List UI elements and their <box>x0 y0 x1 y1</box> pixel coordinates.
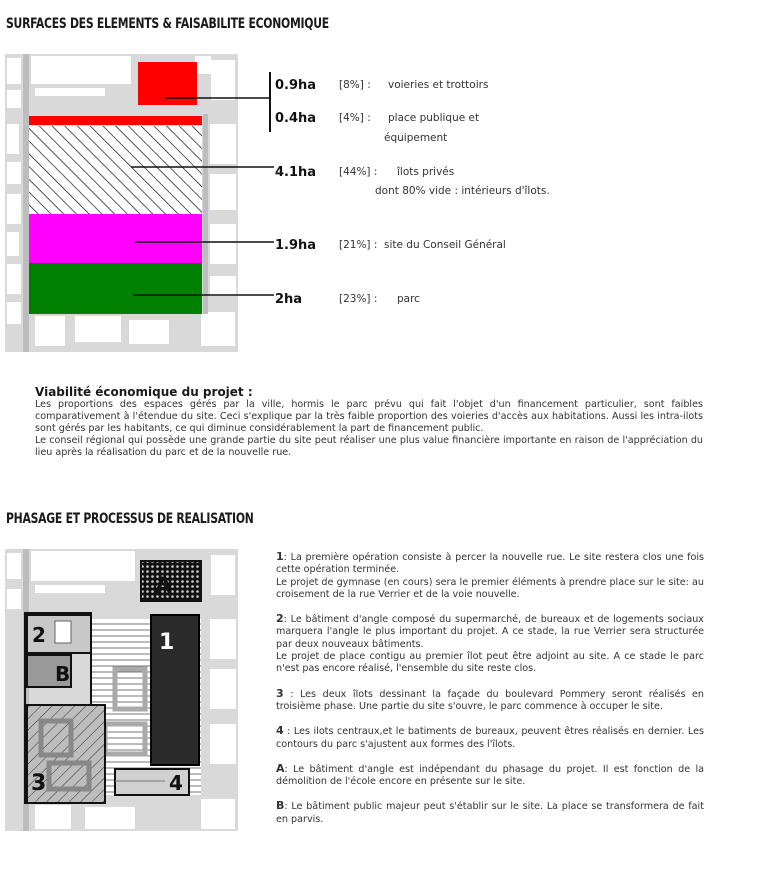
phase-step-text-2: Le projet de gymnase (en cours) sera le premier éléments à prendre place sur le site: au croisement de la rue Verrier et de la voie nouvelle. <box>276 576 704 600</box>
viability-heading: Viabilité économique du projet : <box>35 385 253 399</box>
area-desc-roads: voieries et trottoirs <box>388 79 489 91</box>
leader-lines <box>238 60 278 310</box>
phase-step-key: 2 <box>276 612 284 626</box>
viability-paragraph-2: Le conseil régional qui possède une grande partie du site peut réaliser une plus value financière importante en raison de l'appréciation du lieu après la réalisation du parc et de la nouvelle rue. <box>35 435 703 458</box>
area-desc-public-place: place publique et <box>388 112 480 124</box>
area-value-public-place: 0.4ha <box>275 111 317 126</box>
phasing-map <box>5 549 238 831</box>
phase-step-2 <box>276 613 704 675</box>
phase-step-key: 1 <box>276 550 284 563</box>
section-title-phasage: PHASAGE ET PROCESSUS DE REALISATION <box>6 511 254 527</box>
area-desc-private-blocks: îlots privés <box>397 166 455 178</box>
area-percent-private-blocks: [44%] : <box>339 166 378 178</box>
phase-step-key: 4 <box>276 724 284 738</box>
site-surfaces-map <box>5 54 238 352</box>
area-desc-conseil-general: site du Conseil Général <box>384 239 506 251</box>
phase-step-A <box>276 763 704 789</box>
phase-step-text: : La première opération consiste à percer la nouvelle rue. Le site restera clos une fois cette opération terminée. <box>276 552 704 576</box>
phase-step-4 <box>276 725 704 751</box>
area-value-conseil-general: 1.9ha <box>275 238 317 253</box>
area-value-park: 2ha <box>275 292 303 307</box>
phase-step-text: : Les ilots centraux,et le batiments de bureaux, peuvent êtres réalisés en dernier. Les contours du parc s'ajustent aux formes des l'îlots. <box>276 726 704 750</box>
phase-step-key: B <box>276 799 285 813</box>
phase-label-4: 4 <box>169 771 183 795</box>
area-percent-public-place: [4%] : <box>339 112 371 124</box>
phase-step-key: A <box>276 761 285 775</box>
area-value-private-blocks: 4.1ha <box>275 165 317 180</box>
phasing-description <box>276 551 704 838</box>
phase-label-3: 3 <box>31 771 47 796</box>
area-percent-roads: [8%] : <box>339 79 371 91</box>
phase-label-1: 1 <box>159 630 175 655</box>
phase-step-text: : Le bâtiment d'angle est indépendant du phasage du projet. Il est fonction de la démolition de l'école encore en présente sur le site. <box>276 763 704 788</box>
phase-step-text: : Le bâtiment public majeur peut s'établir sur le site. La place se transformera de fait en parvis. <box>276 801 704 825</box>
area-value-roads: 0.9ha <box>275 78 317 93</box>
phase-step-3 <box>276 688 704 714</box>
phase-label-2: 2 <box>32 623 46 647</box>
area-percent-park: [23%] : <box>339 293 378 305</box>
phase-step-1 <box>276 551 704 601</box>
area-desc-private-blocks-2: dont 80% vide : intérieurs d'îlots. <box>375 185 550 197</box>
phase-step-text: : Le bâtiment d'angle composé du supermarché, de bureaux et de logements sociaux marquera l'angle le plus important du projet. A ce stade, la rue Verrier sera structurée par deux nouveaux bâtiments. <box>276 614 704 650</box>
viability-section <box>35 385 703 459</box>
area-desc-park: parc <box>397 293 420 305</box>
phase-step-text: : Les deux îlots dessinant la façade du boulevard Pommery seront réalisés en troisième phase. Une partie du site s'ouvre, le parc commence à occuper le site. <box>276 688 704 712</box>
phase-label-B: B <box>55 662 71 686</box>
phase-step-key: 3 <box>276 686 284 700</box>
viability-paragraph-1: Les proportions des espaces gérés par la ville, hormis le parc prévu qui fait l'objet d'un financement particulier, sont faibles comparativement à l'étendue du site. Ceci s'explique par la très faible proportion des voieries d'accès aux habitations. Aussi les intra-ilots sont gérés par les habitants, ce qui diminue considérablement la part de financement public. <box>35 399 703 434</box>
area-percent-conseil-general: [21%] : <box>339 239 378 251</box>
area-desc-public-place-2: équipement <box>384 132 448 144</box>
phase-step-B <box>276 800 704 826</box>
section-title-surfaces: SURFACES DES ELEMENTS & FAISABILITE ECONOMIQUE <box>6 16 329 32</box>
phase-label-A: A <box>155 574 173 599</box>
phase-step-text-2: Le projet de place contigu au premier îlot peut être adjoint au site. A ce stade le parc n'est pas encore réalisé, l'ensemble du site reste clos. <box>276 651 704 675</box>
